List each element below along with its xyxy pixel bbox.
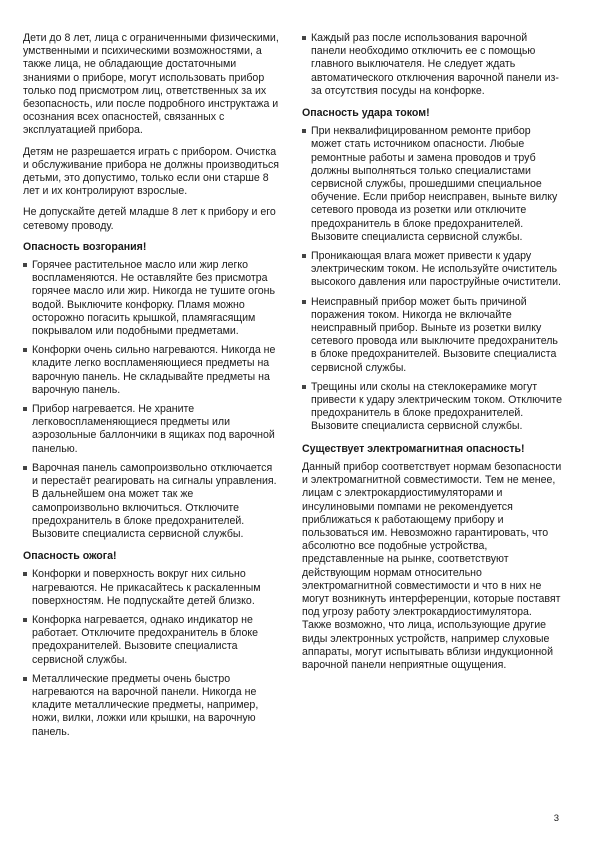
list-item-text: При неквалифицированном ремонте прибор может стать источником опасности. Любые ремонтные работы и замена проводов и труб должны выполняться только специалистами сервисной службы, прошедшими специальное обучение. Если прибор неисправен, выньте вилку сетевого провода из розетки или отключите предохранитель в блоке предохранителей. Вызовите специалиста сервисной службы.: [311, 125, 558, 243]
bullet-icon: [23, 572, 27, 576]
list-item: [23, 568, 281, 608]
list-item-text: Проникающая влага может привести к удару электрическим током. Не используйте очиститель высокого давления или пароструйные очистители.: [311, 250, 561, 289]
intro-paragraph-1: Дети до 8 лет, лица с ограниченными физическими, умственными и психическими возможностями, а также лица, не обладающие достаточными знаниями о приборе, могут использовать прибор только под присмотром лиц, ответственных за их безопасность, или после подробного инструктажа и осознания всех опасностей, связанных с эксплуатацией прибора.: [23, 32, 279, 137]
list-item: [23, 403, 281, 456]
list-item-text: Каждый раз после использования варочной панели необходимо отключить ее с помощью главного выключателя. Не следует ждать автоматического отключения варочной панели из-за отсутствия посуды на конфорке.: [311, 32, 559, 97]
list-item: [302, 296, 562, 375]
list-item-text: Трещины или сколы на стеклокерамике могут привести к удару электрическим током. Отключите предохранитель в блоке предохранителей. Вызовите специалиста сервисной службы.: [311, 380, 562, 433]
bullet-icon: [23, 677, 27, 681]
list-item: [23, 344, 281, 397]
bullet-icon: [23, 407, 27, 411]
fire-list: [23, 259, 281, 541]
list-item: [302, 381, 562, 434]
bullet-icon: [302, 36, 306, 40]
list-item: [302, 250, 562, 290]
list-item: [302, 125, 562, 244]
right-column: [302, 32, 562, 680]
intro-paragraph-2: Детям не разрешается играть с прибором. Очистка и обслуживание прибора не должны производиться детьми, это допустимо, только если они старше 8 лет и их контролируют взрослые.: [23, 145, 280, 198]
list-item-text: Конфорки очень сильно нагреваются. Никогда не кладите легко воспламеняющиеся предметы на варочную панель. Не складывайте предметы на варочную панель.: [32, 344, 276, 396]
list-item-text: Неисправный прибор может быть причиной поражения током. Никогда не включайте неисправный прибор. Выньте из розетки вилку сетевого провода или выключите предохранитель в блоке предохранителей. Вызовите специалиста сервисной службы.: [311, 295, 558, 374]
fire-heading: Опасность возгорания!: [23, 240, 147, 253]
left-column: [23, 32, 281, 748]
burn-heading: Опасность ожога!: [23, 550, 117, 563]
burn-list: [23, 568, 281, 738]
em-heading: Существует электромагнитная опасность!: [302, 442, 525, 455]
list-item: [23, 614, 281, 667]
bullet-icon: [23, 618, 27, 622]
bullet-icon: [23, 348, 27, 352]
intro-paragraph-3: Не допускайте детей младше 8 лет к прибору и его сетевому проводу.: [23, 206, 276, 232]
bullet-icon: [23, 466, 27, 470]
list-item-text: Прибор нагревается. Не храните легковоспламеняющиеся предметы или аэрозольные баллончики в ящиках под варочной панелью.: [32, 403, 275, 455]
list-item: [302, 32, 562, 98]
bullet-icon: [302, 129, 306, 133]
list-item: [23, 259, 281, 338]
top-list: [302, 32, 562, 98]
bullet-icon: [23, 263, 27, 267]
list-item: [23, 462, 281, 541]
bullet-icon: [302, 385, 306, 389]
list-item-text: Конфорка нагревается, однако индикатор не работает. Отключите предохранитель в блоке предохранителей. Вызовите специалиста сервисной службы.: [32, 613, 258, 666]
em-paragraph: Данный прибор соответствует нормам безопасности и электромагнитной совместимости. Тем не менее, лицам с электрокардиостимуляторами и инсулиновыми помпами не рекомендуется приближаться к работающему прибору и пользоваться им. Невозможно гарантировать, что абсолютно все подобные устройства, представленные на рынке, соответствуют действующим нормам относительно электромагнитной совместимости и что в них не могут возникнуть интерференции, которые поставят под угрозу работу электрокардиостимулятора. Также возможно, что лица, использующие другие виды электронных устройств, например слуховые аппараты, могут испытывать вблизи индукционной варочной панели неприятные ощущения.: [302, 460, 562, 671]
list-item-text: Конфорки и поверхность вокруг них сильно нагреваются. Не прикасайтесь к раскаленным поверхностям. Не подпускайте детей близко.: [32, 568, 261, 607]
list-item-text: Горячее растительное масло или жир легко воспламеняются. Не оставляйте без присмотра горячее масло или жир. Никогда не тушите огонь водой. Выключите конфорку. Пламя можно осторожно погасить крышкой, пламягасящим покрывалом или подобными предметами.: [32, 259, 275, 338]
page-number: 3: [553, 813, 559, 824]
bullet-icon: [302, 300, 306, 304]
shock-heading: Опасность удара током!: [302, 107, 430, 120]
bullet-icon: [302, 254, 306, 258]
list-item-text: Металлические предметы очень быстро нагреваются на варочной панели. Никогда не кладите металлические предметы, например, ножи, вилки, ложки или крышки, на варочную панель.: [32, 672, 259, 738]
list-item-text: Варочная панель самопроизвольно отключается и перестаёт реагировать на сигналы управления. В дальнейшем она может так же самопроизвольно включиться. Отключите предохранитель в блоке предохранителей. Вызовите специалиста сервисной службы.: [32, 461, 277, 540]
list-item: [23, 673, 281, 739]
shock-list: [302, 125, 562, 433]
